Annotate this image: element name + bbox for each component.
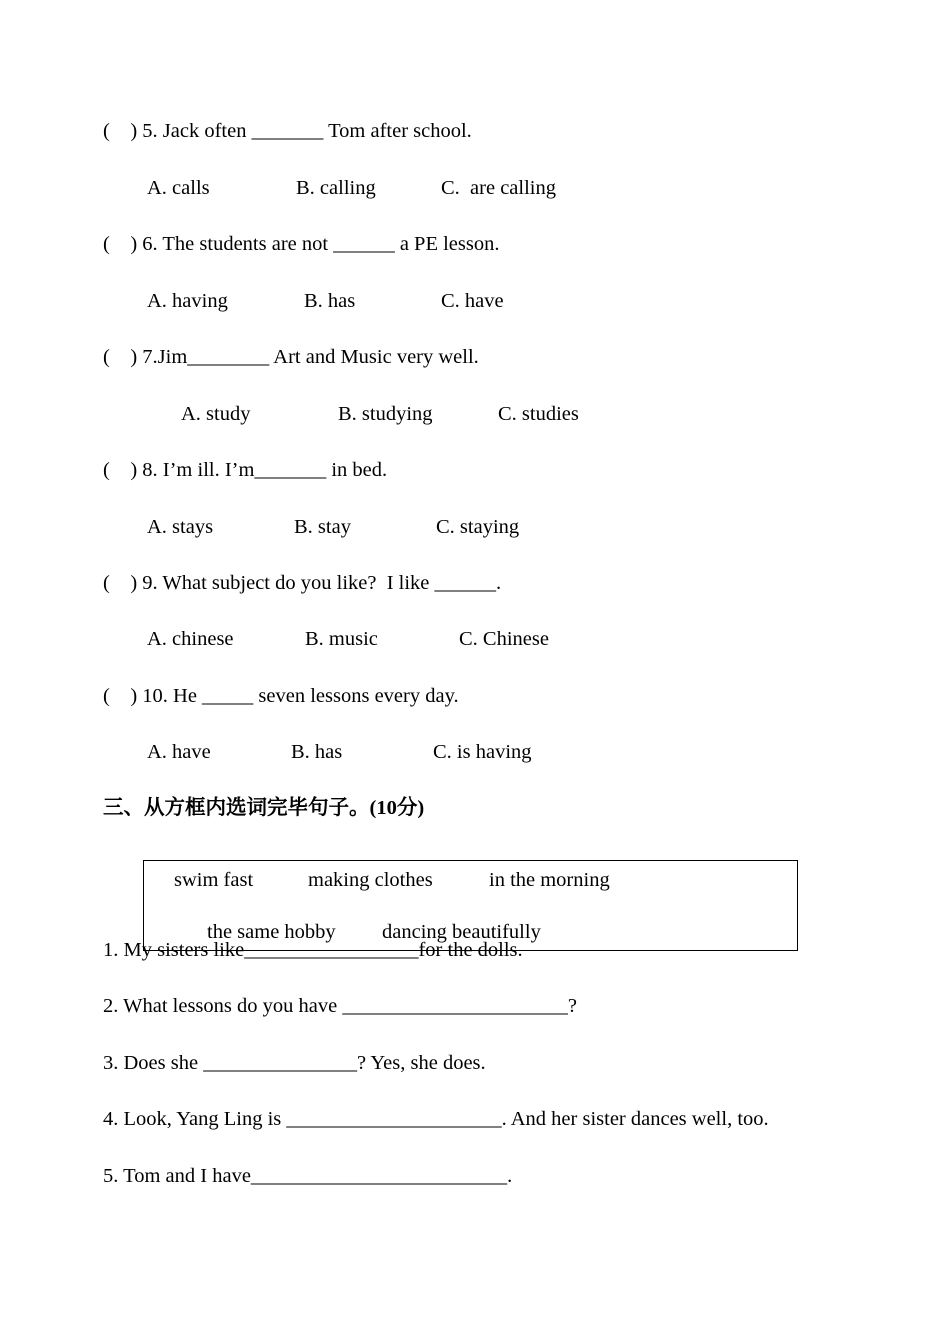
fill-sentence: 2. What lessons do you have ______________________? bbox=[103, 995, 577, 1017]
option-a: A. calls bbox=[147, 177, 210, 199]
fill-sentence: 3. Does she _______________? Yes, she does. bbox=[103, 1052, 486, 1074]
option-b: B. stay bbox=[294, 516, 351, 538]
option-a: A. chinese bbox=[147, 628, 234, 650]
option-c: C. have bbox=[441, 290, 504, 312]
word-bank-item: the same hobby bbox=[207, 921, 336, 943]
section-heading: 三、从方框内选词完毕句子。(10分) bbox=[103, 797, 425, 819]
word-bank-item: dancing beautifully bbox=[382, 921, 541, 943]
option-c: C. is having bbox=[433, 741, 532, 763]
option-b: B. music bbox=[305, 628, 378, 650]
fill-sentence: 4. Look, Yang Ling is _____________________. And her sister dances well, too. bbox=[103, 1108, 769, 1130]
question-stem: ( ) 10. He _____ seven lessons every day. bbox=[103, 685, 459, 707]
fill-sentence: 1. My sisters like_________________for the dolls. bbox=[103, 939, 523, 961]
option-c: C. studies bbox=[498, 403, 579, 425]
option-b: B. studying bbox=[338, 403, 433, 425]
option-a: A. study bbox=[181, 403, 251, 425]
option-a: A. have bbox=[147, 741, 211, 763]
option-b: B. has bbox=[291, 741, 343, 763]
fill-sentence: 5. Tom and I have_________________________. bbox=[103, 1165, 513, 1187]
option-a: A. having bbox=[147, 290, 228, 312]
question-stem: ( ) 9. What subject do you like? I like ______. bbox=[103, 572, 502, 594]
option-a: A. stays bbox=[147, 516, 214, 538]
question-stem: ( ) 7.Jim________ Art and Music very well. bbox=[103, 346, 479, 368]
option-c: C. Chinese bbox=[459, 628, 549, 650]
question-stem: ( ) 8. I’m ill. I’m_______ in bed. bbox=[103, 459, 388, 481]
word-bank-item: swim fast bbox=[174, 869, 254, 891]
option-b: B. calling bbox=[296, 177, 376, 199]
option-c: C. are calling bbox=[441, 177, 556, 199]
word-bank-item: making clothes bbox=[308, 869, 433, 891]
question-stem: ( ) 6. The students are not ______ a PE lesson. bbox=[103, 233, 500, 255]
word-bank-item: in the morning bbox=[489, 869, 610, 891]
option-c: C. staying bbox=[436, 516, 520, 538]
option-b: B. has bbox=[304, 290, 356, 312]
question-stem: ( ) 5. Jack often _______ Tom after school. bbox=[103, 120, 472, 142]
